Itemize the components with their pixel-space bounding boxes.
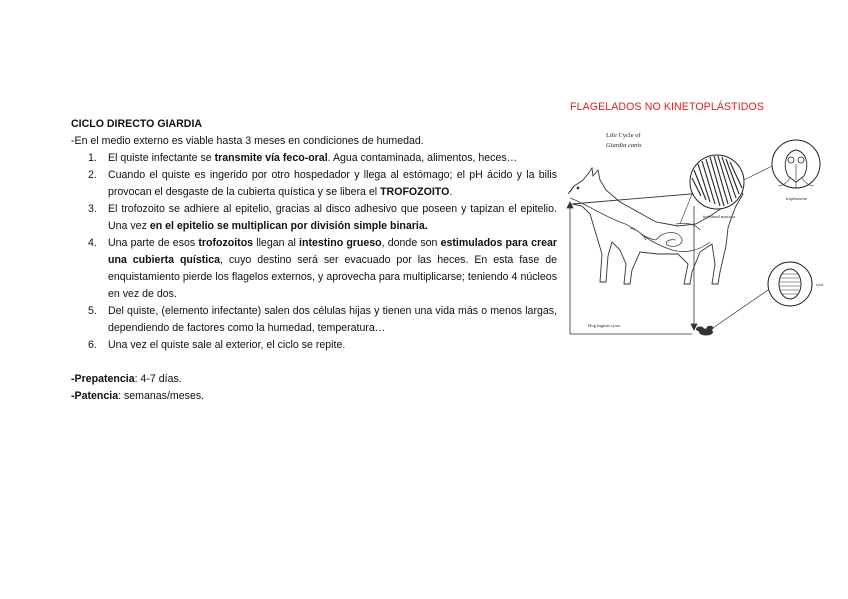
section-title: CICLO DIRECTO GIARDIA bbox=[71, 118, 203, 130]
intro-paragraph: -En el medio externo es viable hasta 3 meses en condiciones de humedad. bbox=[71, 135, 424, 147]
giardia-life-cycle-figure bbox=[560, 124, 846, 346]
feces-illustration bbox=[696, 326, 714, 336]
cycle-steps-list bbox=[71, 150, 557, 354]
step-text-bold: estimulados para crear una cubierta quística bbox=[108, 237, 558, 266]
cycle-step bbox=[71, 235, 557, 303]
step-text: . bbox=[449, 186, 453, 198]
step-text: llegan al bbox=[253, 237, 300, 249]
step-text: Una parte de esos bbox=[108, 237, 199, 249]
step-text: . Agua contaminada, alimentos, heces… bbox=[327, 152, 518, 164]
step-number: 2. bbox=[88, 169, 97, 181]
step-text: El quiste infectante se bbox=[108, 152, 215, 164]
spacer bbox=[71, 354, 557, 371]
label-intestinal-mucosa: intestinal mucosa bbox=[703, 214, 736, 219]
label-trophozoite: trophozoite bbox=[786, 196, 807, 201]
patencia-label: -Patencia bbox=[71, 390, 119, 402]
cycle-step bbox=[71, 167, 557, 201]
step-number: 4. bbox=[88, 237, 97, 249]
prepatencia-label: -Prepatencia bbox=[71, 373, 135, 385]
step-text: , cuyo destino será ser evacuado por las heces. En esta fase de enquistamiento pierde los flagelos externos, y aprovecha para multiplicarse; teniendo 4 núcleos en vez de dos. bbox=[108, 254, 557, 300]
step-text: Una vez el quiste sale al exterior, el ciclo se repite. bbox=[108, 339, 346, 351]
patencia-value: : semanas/meses. bbox=[118, 390, 205, 402]
intestinal-mucosa-magnified bbox=[680, 155, 744, 224]
step-number: 1. bbox=[88, 152, 97, 164]
figure-title-line2: Giardia canis bbox=[606, 142, 642, 149]
label-cyst: cyst bbox=[816, 282, 824, 287]
transmission-arrow bbox=[567, 202, 697, 334]
cycle-step bbox=[71, 150, 557, 167]
step-text: Del quiste, (elemento infectante) salen dos células hijas y tienen una vida más o menos largas, dependiendo de factores como la humedad, temperatura… bbox=[108, 305, 557, 334]
step-text-bold: trofozoitos bbox=[198, 237, 254, 249]
figure-title-line1: Life Cycle of bbox=[606, 132, 641, 139]
patencia-line bbox=[71, 388, 557, 405]
step-text-bold: transmite vía feco-oral bbox=[214, 152, 328, 164]
cyst-magnified bbox=[710, 262, 824, 330]
cycle-step bbox=[71, 337, 557, 354]
figure-heading: FLAGELADOS NO KINETOPLÁSTIDOS bbox=[570, 101, 765, 113]
step-text: Cuando el quiste es ingerido por otro hospedador y llega al estómago; el pH ácido y la bilis provocan el desgaste de la cubierta quística y se libera el bbox=[108, 169, 557, 198]
step-text: El trofozoito se adhiere al epitelio, gracias al disco adhesivo que poseen y tapizan el epitelio. Una vez bbox=[108, 203, 557, 232]
step-text-bold: intestino grueso bbox=[299, 237, 382, 249]
step-text-bold: en el epitelio se multiplican por división simple binaria. bbox=[149, 220, 428, 232]
step-text-bold: TROFOZOITO bbox=[380, 186, 450, 198]
label-dog-ingests-cysts: Dog ingests cysts bbox=[588, 323, 621, 328]
step-text: , donde son bbox=[381, 237, 441, 249]
step-number: 5. bbox=[88, 305, 97, 317]
step-number: 3. bbox=[88, 203, 97, 215]
cycle-step bbox=[71, 303, 557, 337]
document-body bbox=[71, 116, 557, 405]
prepatencia-value: : 4-7 días. bbox=[134, 373, 182, 385]
step-number: 6. bbox=[88, 339, 97, 351]
life-cycle-diagram bbox=[560, 124, 846, 346]
prepatencia-line bbox=[71, 371, 557, 388]
trophozoite-magnified bbox=[744, 140, 820, 201]
cycle-step bbox=[71, 201, 557, 235]
